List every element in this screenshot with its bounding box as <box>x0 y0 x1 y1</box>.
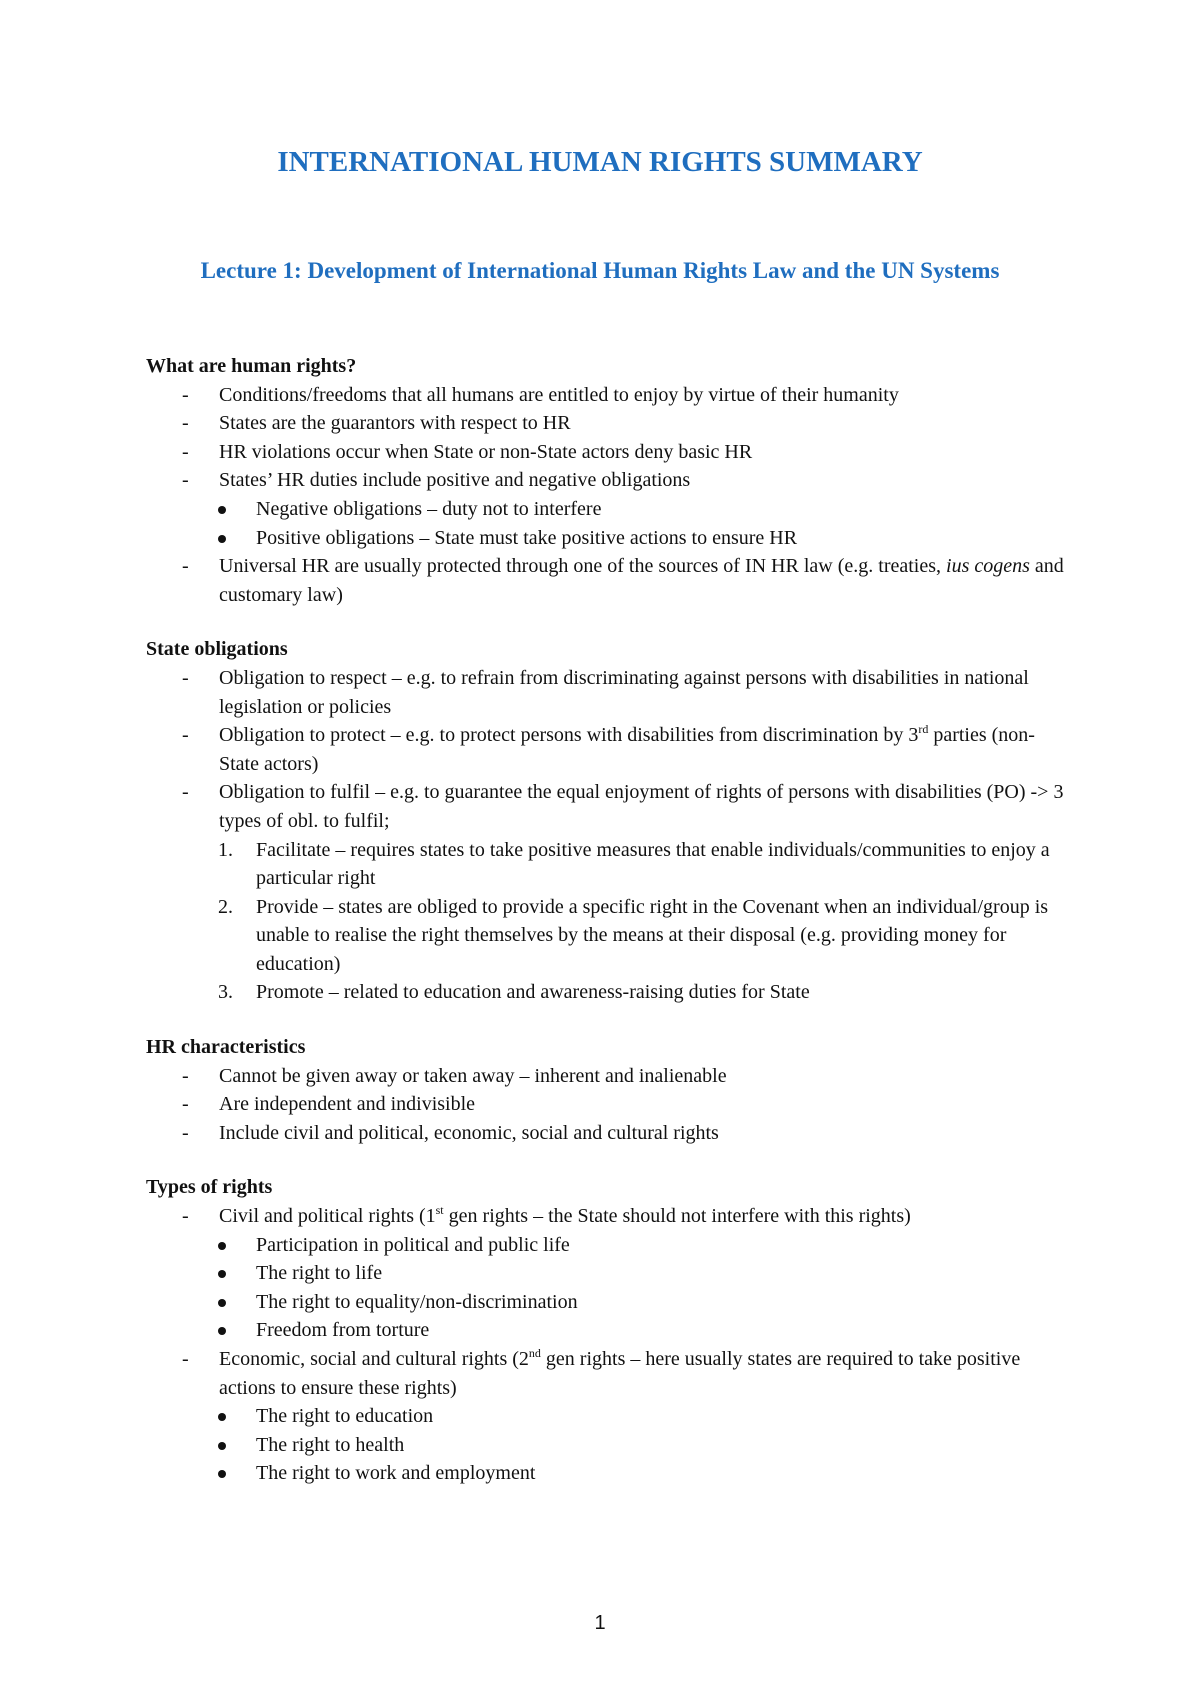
bullet-list <box>146 1402 1066 1488</box>
section-state-obligations <box>146 635 1066 1007</box>
dash-marker: - <box>182 412 189 435</box>
bullet-item: The right to education <box>146 1402 1066 1431</box>
bullet-item: The right to work and employment <box>146 1459 1066 1488</box>
bullet-icon <box>218 506 226 514</box>
dash-marker: - <box>182 666 189 689</box>
dash-list <box>146 381 1066 495</box>
dash-marker: - <box>182 724 189 747</box>
list-item: - Obligation to protect – e.g. to protect persons with disabilities from discrimination by 3rd parties (non-State actors) <box>182 722 1035 775</box>
list-item: - Conditions/freedoms that all humans are entitled to enjoy by virtue of their humanity <box>146 381 1066 410</box>
list-item: - Include civil and political, economic, social and cultural rights <box>146 1119 1066 1148</box>
bullet-item: The right to equality/non-discrimination <box>146 1288 1066 1317</box>
dash-marker: - <box>182 469 189 492</box>
list-item: - Cannot be given away or taken away – inherent and inalienable <box>146 1062 1066 1091</box>
bullet-list <box>146 1231 1066 1345</box>
dash-marker: - <box>182 555 189 578</box>
numbered-item: 3. Promote – related to education and awareness-raising duties for State <box>218 981 810 1004</box>
bullet-icon <box>218 1413 226 1421</box>
list-item: - States’ HR duties include positive and negative obligations <box>146 466 1066 495</box>
list-item: - Obligation to fulfil – e.g. to guarantee the equal enjoyment of rights of persons with disabilities (PO) -> 3 types of obl. to fulfil; <box>146 778 1066 835</box>
numbered-item: 1. Facilitate – requires states to take positive measures that enable individuals/communities to enjoy a particular right <box>218 838 1050 890</box>
bullet-item: Participation in political and public life <box>146 1231 1066 1260</box>
section-heading: What are human rights? <box>146 355 357 377</box>
dash-marker: - <box>182 1205 189 1228</box>
bullet-icon <box>218 1299 226 1307</box>
italic-term: ius cogens <box>946 555 1030 578</box>
dash-marker: - <box>182 383 189 406</box>
list-item: - Economic, social and cultural rights (2nd gen rights – here usually states are required to take positive actions to ensure these rights) <box>182 1346 1021 1399</box>
bullet-item: The right to life <box>146 1259 1066 1288</box>
dash-marker: - <box>182 1064 189 1087</box>
dash-marker: - <box>182 1348 189 1370</box>
section-what-are-human-rights <box>146 352 1066 609</box>
section-heading: State obligations <box>146 638 288 661</box>
dash-list <box>146 1062 1066 1148</box>
document-body <box>146 352 1066 1488</box>
dash-list <box>146 664 1066 836</box>
section-hr-characteristics <box>146 1033 1066 1147</box>
dash-marker: - <box>182 781 189 804</box>
dash-list <box>146 552 1066 609</box>
list-item: - States are the guarantors with respect to HR <box>146 409 1066 438</box>
bullet-item: Negative obligations – duty not to interfere <box>146 495 1066 524</box>
bullet-icon <box>218 1242 226 1250</box>
numbered-item: 2. Provide – states are obliged to provide a specific right in the Covenant when an individual/group is unable to realise the right themselves by the means at their disposal (e.g. providing money for education) <box>218 895 1049 975</box>
dash-list <box>146 1345 1066 1402</box>
list-item: - Civil and political rights (1st gen rights – the State should not interfere with this rights) <box>146 1202 1066 1231</box>
bullet-icon <box>218 1442 226 1450</box>
bullet-item: Freedom from torture <box>146 1316 1066 1345</box>
bullet-icon <box>218 1327 226 1335</box>
document-title: INTERNATIONAL HUMAN RIGHTS SUMMARY <box>277 146 923 178</box>
section-heading: HR characteristics <box>146 1036 306 1059</box>
bullet-item: The right to health <box>146 1431 1066 1460</box>
bullet-icon <box>218 535 226 543</box>
list-item: - Are independent and indivisible <box>146 1090 1066 1119</box>
bullet-item: Positive obligations – State must take positive actions to ensure HR <box>146 524 1066 553</box>
section-types-of-rights <box>146 1173 1066 1488</box>
dash-marker: - <box>182 1121 189 1144</box>
page-number: 1 <box>594 1612 606 1634</box>
dash-list <box>146 1202 1066 1231</box>
list-item: - HR violations occur when State or non-State actors deny basic HR <box>146 438 1066 467</box>
bullet-icon <box>218 1470 226 1478</box>
bullet-icon <box>218 1270 226 1278</box>
section-heading: Types of rights <box>146 1176 273 1199</box>
list-item: - Obligation to respect – e.g. to refrain from discriminating against persons with disabilities in national legislation or policies <box>146 664 1066 721</box>
dash-marker: - <box>182 440 189 463</box>
lecture-title: Lecture 1: Development of International Human Rights Law and the UN Systems <box>200 258 1000 283</box>
bullet-list <box>146 495 1066 552</box>
numbered-list <box>146 836 1066 1008</box>
dash-marker: - <box>182 1093 189 1116</box>
list-item: - Universal HR are usually protected through one of the sources of IN HR law (e.g. treaties, ius cogens and customary law) <box>146 552 1066 609</box>
